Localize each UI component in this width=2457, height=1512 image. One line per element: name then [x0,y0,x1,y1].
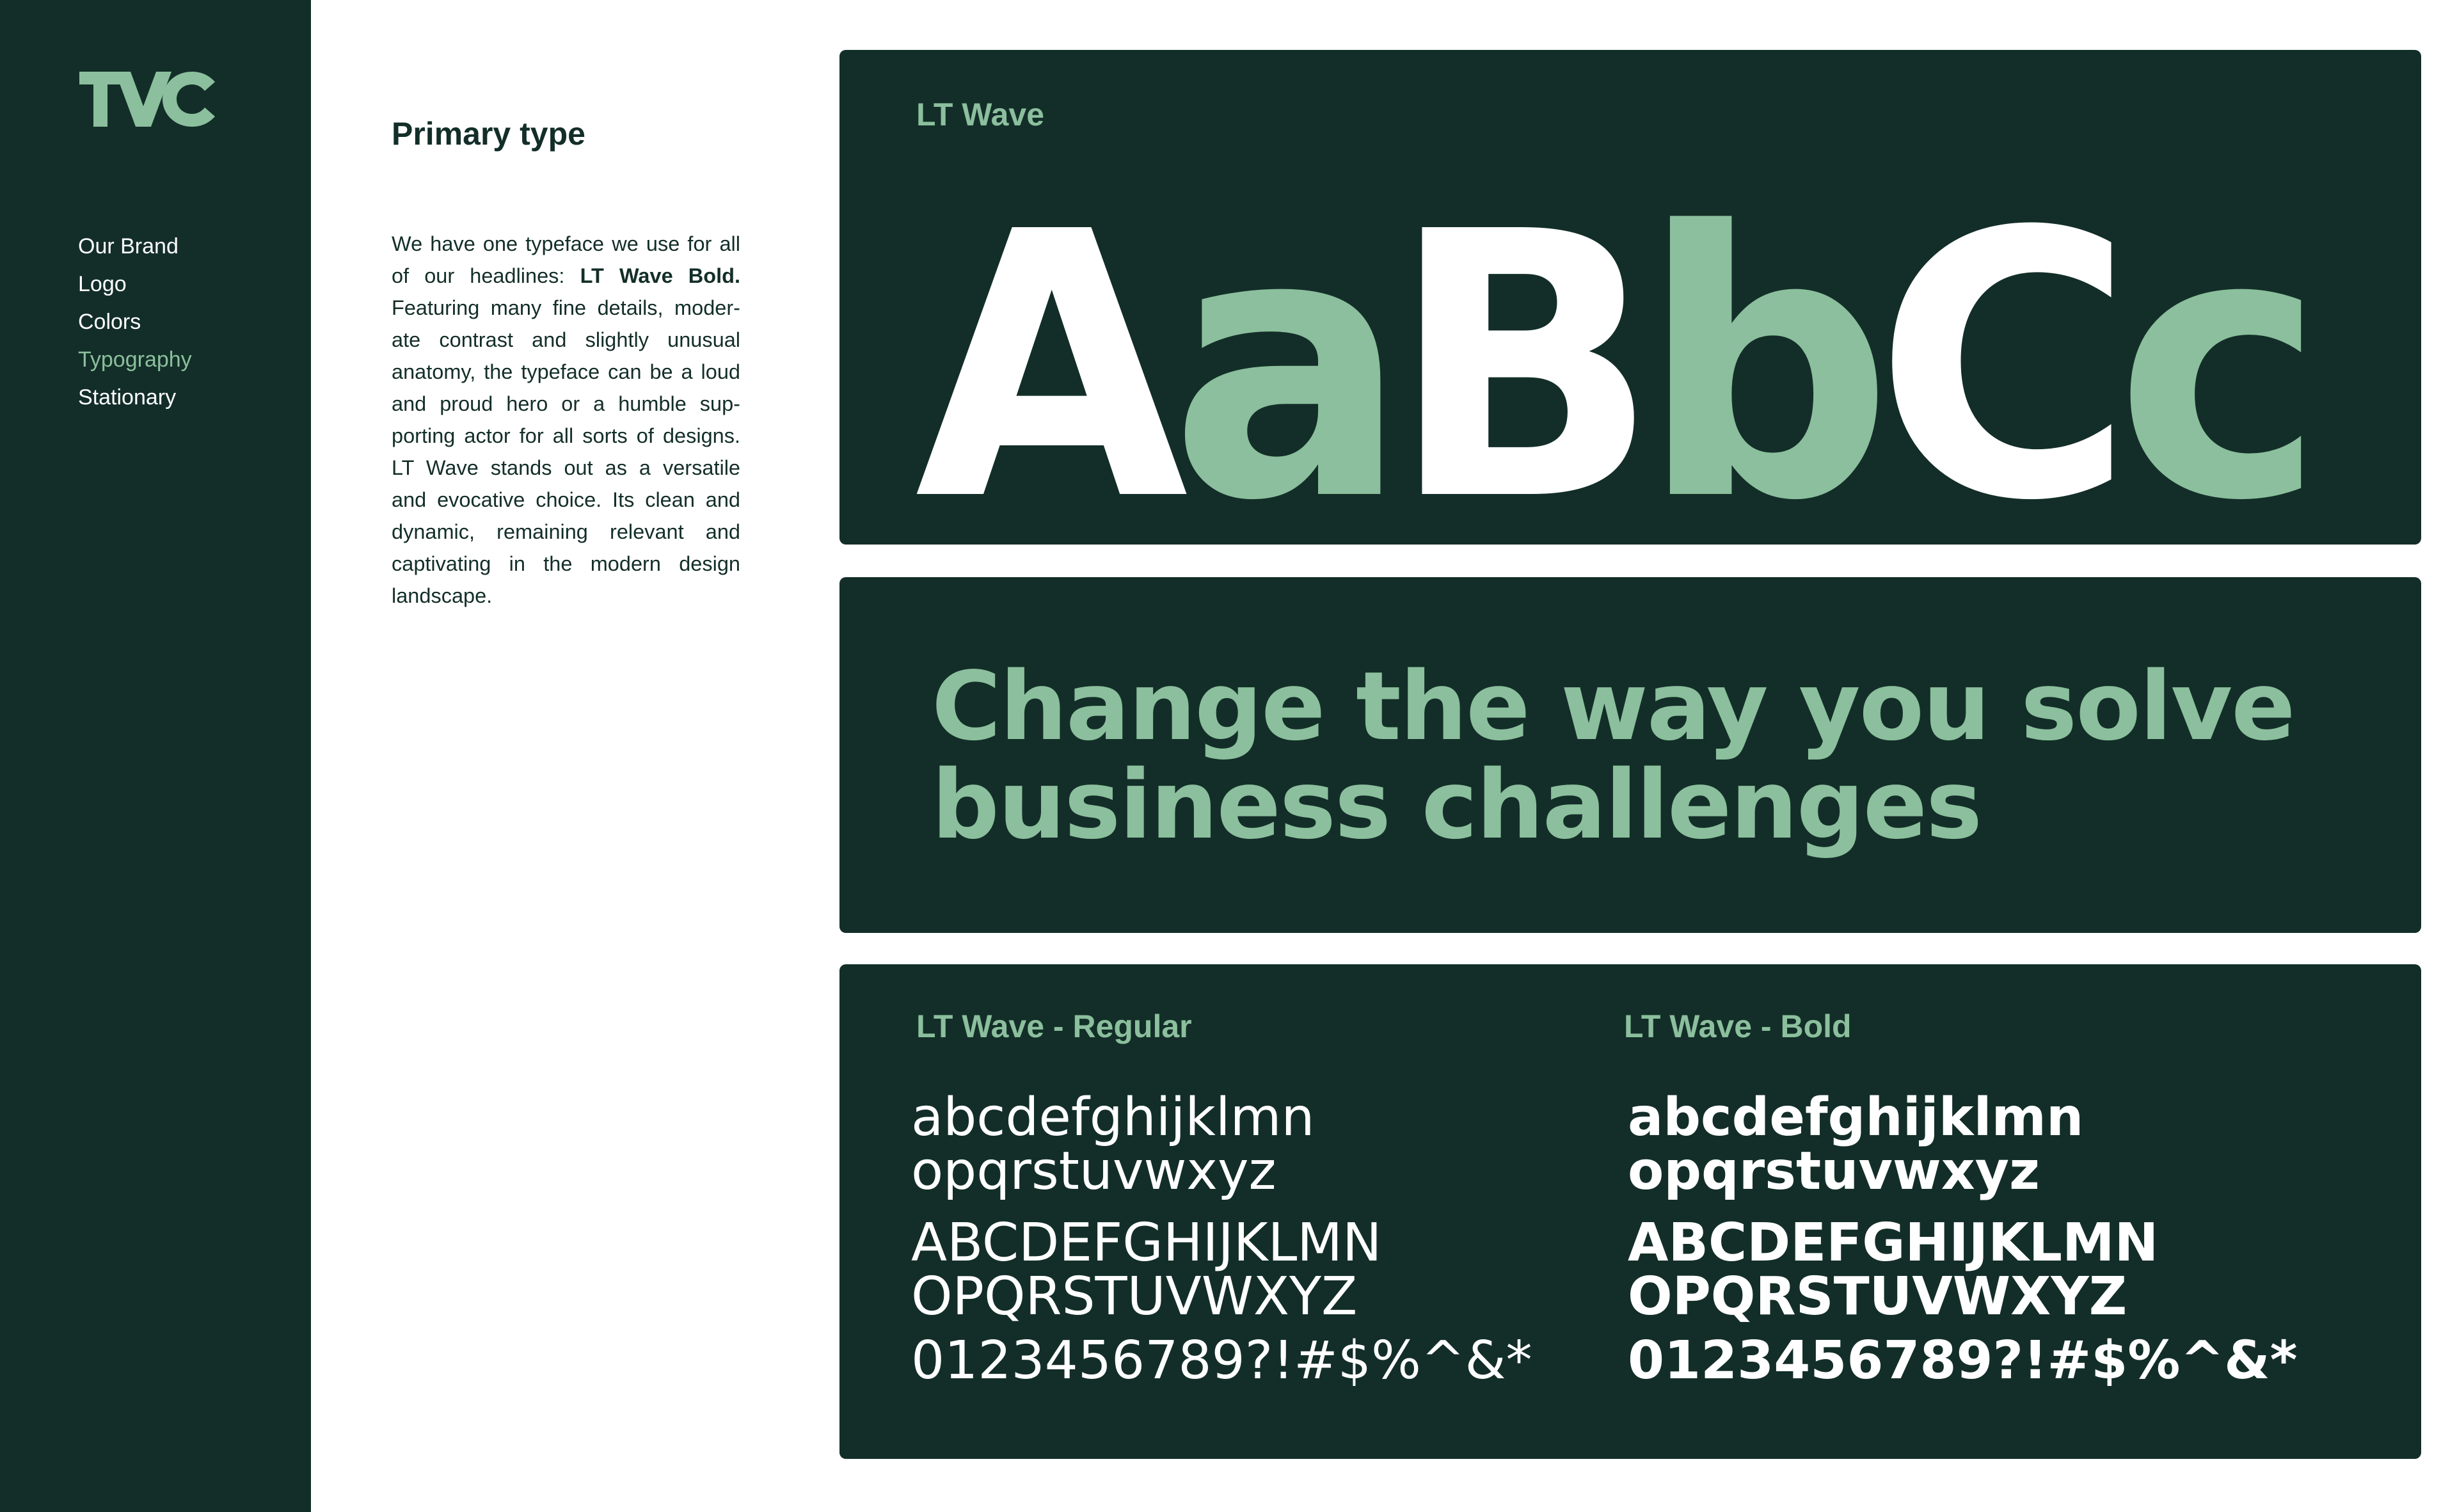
specimen-char-lower-a: a [1170,154,1390,545]
regular-weight-label: LT Wave - Regular [916,1008,1192,1044]
nav-item-colors[interactable]: Colors [78,310,141,334]
tagline [932,651,2371,860]
specimen-char-lower-c: c [2115,154,2307,545]
section-description [392,228,740,612]
regular-numbers-symbols: 0123456789?!#$%^&* [911,1330,1532,1391]
bold-weight-label: LT Wave - Bold [1624,1008,1852,1044]
sidebar-nav [78,228,192,417]
regular-glyph-set [911,1087,1532,1391]
regular-lowercase-2: opqrstuvwxyz [911,1141,1276,1202]
bold-glyph-set [1628,1087,2298,1391]
nav-item-our-brand[interactable]: Our Brand [78,234,179,259]
nav-item-logo[interactable]: Logo [78,272,127,296]
specimen-label: LT Wave [916,97,1045,132]
description-text-start: We have one typeface we use for all of our headlines: [392,232,740,287]
specimen-char-upper-b: B [1389,154,1641,545]
tagline-card [839,577,2421,933]
tvc-logo[interactable] [79,72,215,127]
regular-uppercase-2: OPQRSTUVWXYZ [911,1266,1358,1327]
regular-lowercase-1: abcdefghijklmn [911,1087,1315,1148]
specimen-char-lower-b: b [1640,154,1875,545]
bold-lowercase-1: abcdefghijklmn [1628,1087,2084,1148]
bold-uppercase-2: OPQRSTUVWXYZ [1628,1266,2127,1327]
sidebar [0,0,311,1512]
glyph-sets-card [839,964,2421,1459]
nav-item-stationary[interactable]: Stationary [78,385,177,410]
tagline-line-1: Change the way you solve [932,651,2294,761]
bold-uppercase-1: ABCDEFGHIJKLMN [1628,1213,2159,1273]
bold-lowercase-2: opqrstuvwxyz [1628,1141,2040,1202]
tagline-line-2: business challenges [932,750,1982,860]
nav-item-typography[interactable]: Typography [78,347,192,372]
specimen-char-upper-c: C [1874,154,2115,545]
specimen-char-upper-a: A [915,154,1170,545]
bold-numbers-symbols: 0123456789?!#$%^&* [1628,1330,2298,1391]
description-text-end: Featuring many fine details, moder-ate contrast and slightly unusual anatomy, the typeface can be a loud and proud hero or a humble sup-porting actor for all sorts of designs. LT Wave stands out as a versatile and evocative choice. Its clean and dynamic, remaining relevant and captivating in the modern design landscape. [392,296,740,607]
specimen-card [839,50,2421,545]
section-title: Primary type [392,115,585,152]
specimen-characters [915,154,2307,545]
description-font-name: LT Wave Bold. [580,264,740,287]
regular-uppercase-1: ABCDEFGHIJKLMN [911,1213,1382,1273]
